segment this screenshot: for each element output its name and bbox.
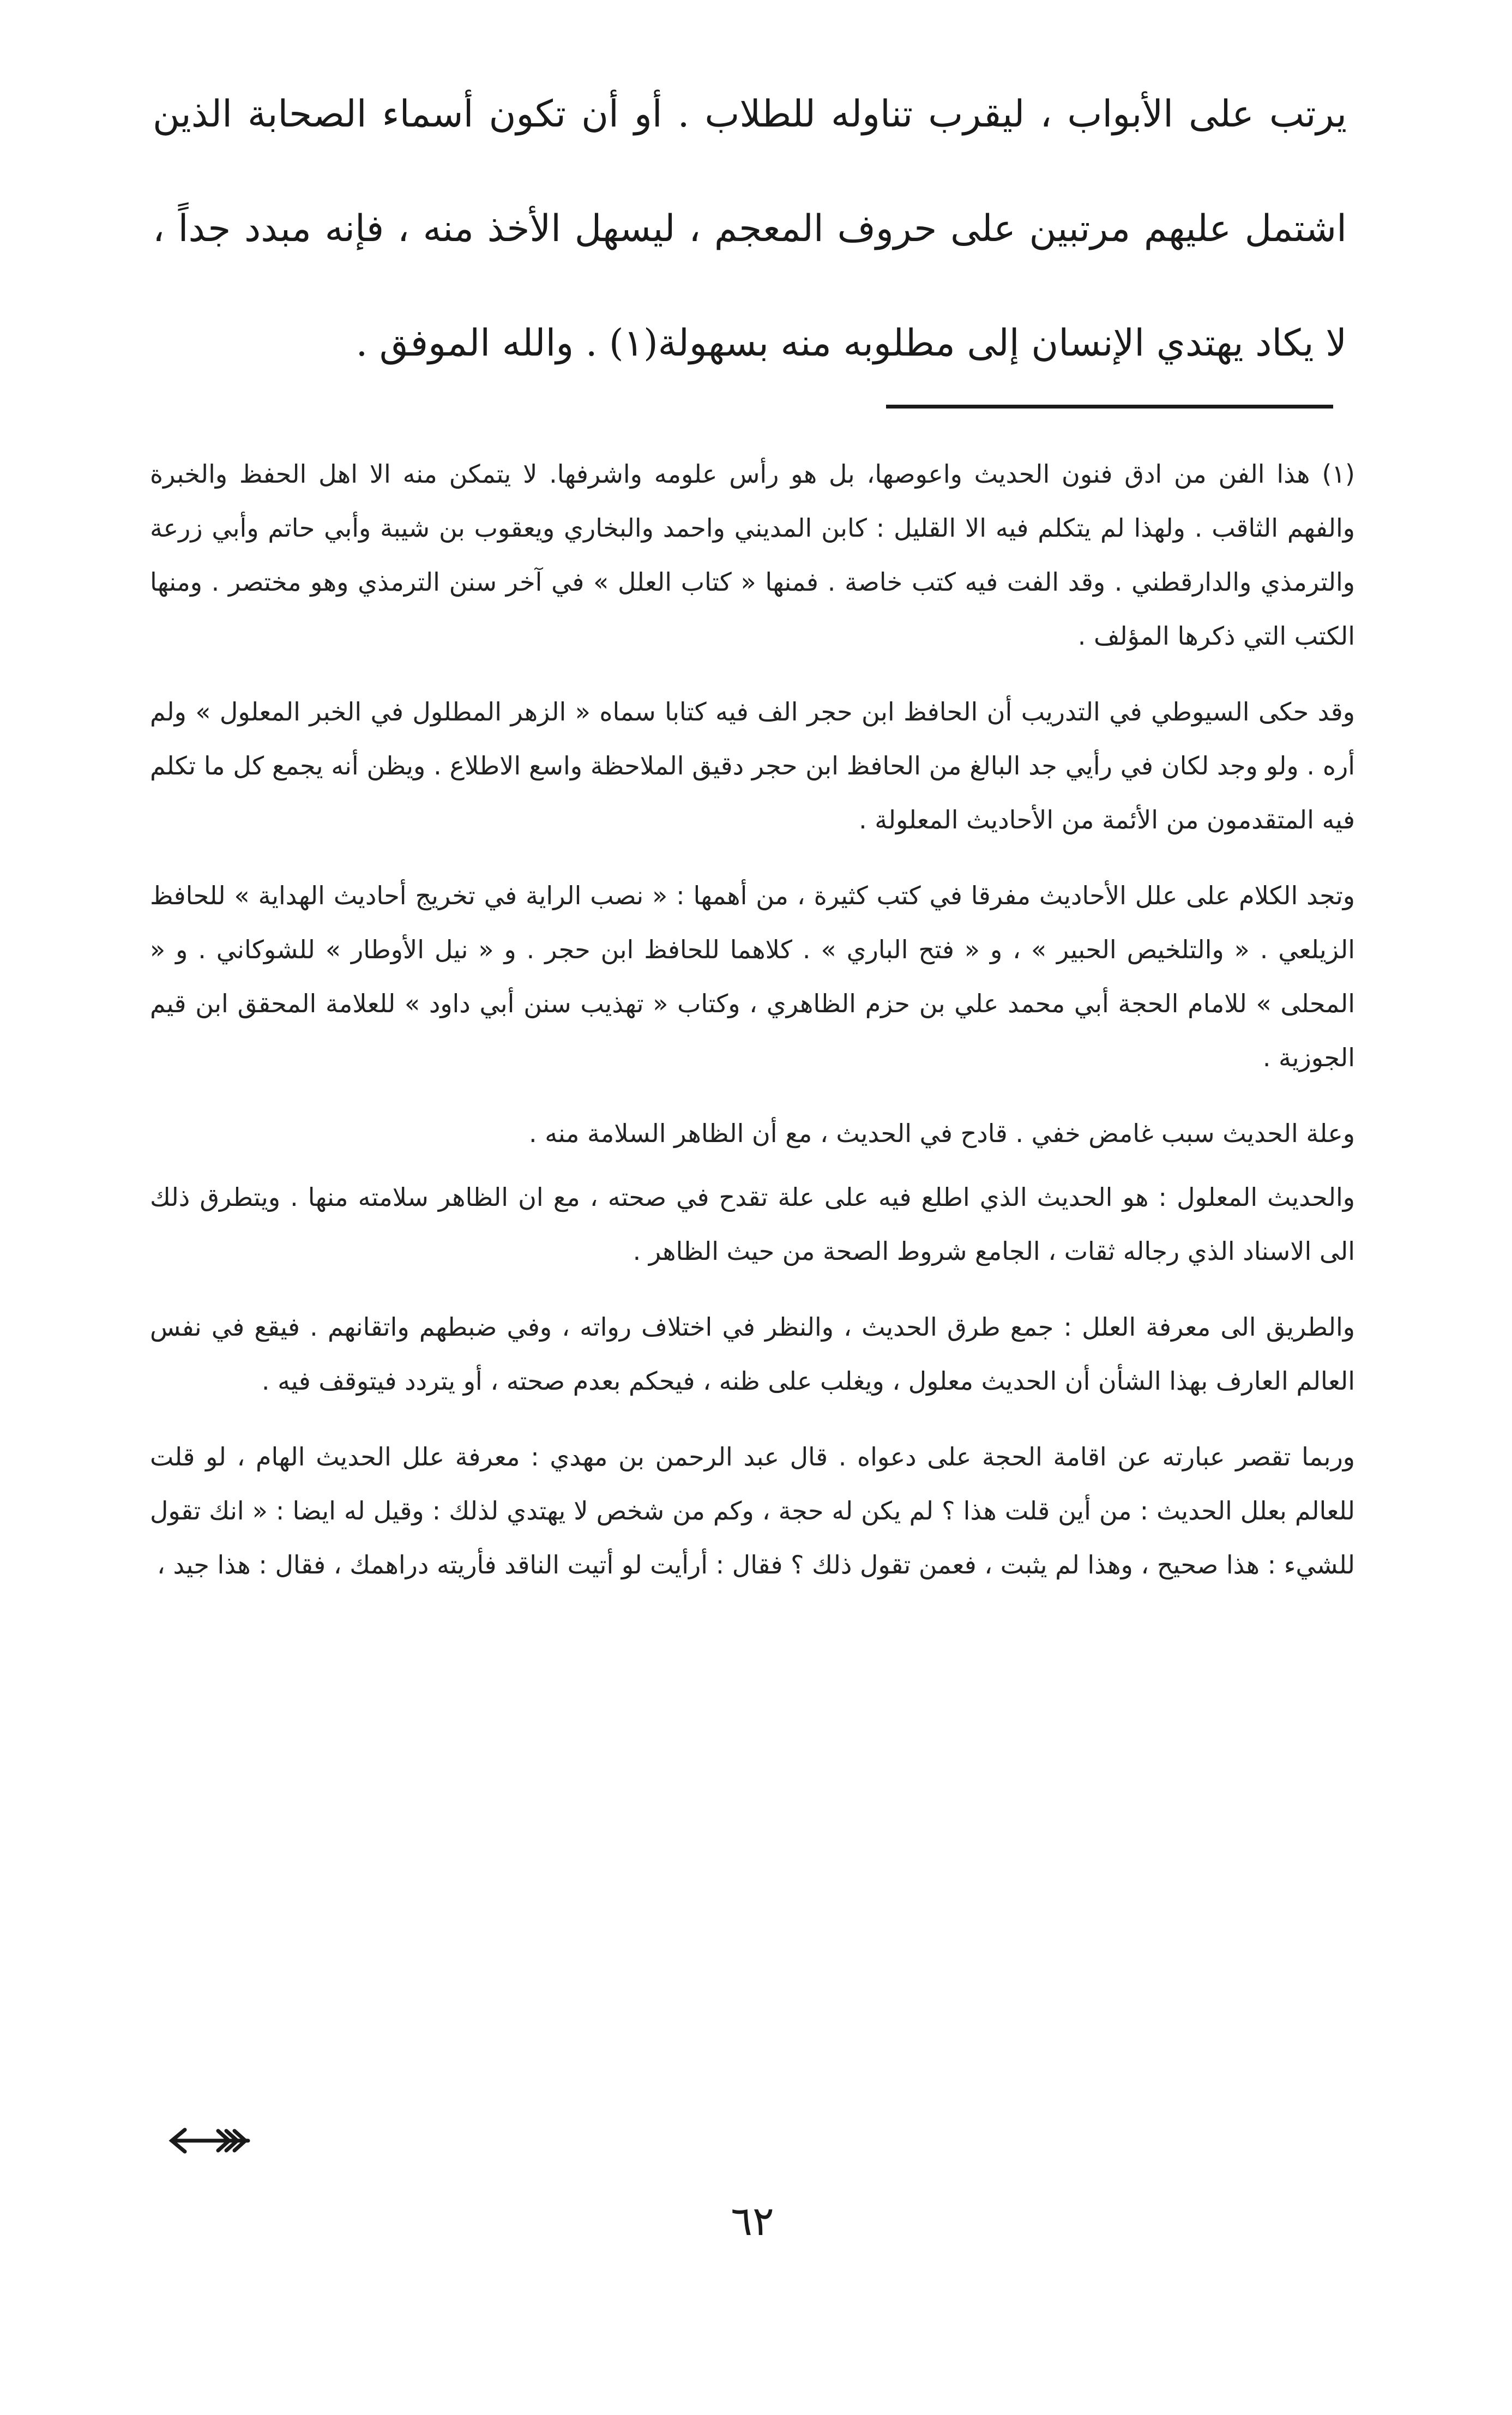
- footnote-paragraph: وربما تقصر عبارته عن اقامة الحجة على دعواه . قال عبد الرحمن بن مهدي : معرفة علل الحديث الهام ، لو قلت للعالم بعلل الحديث : من أين قلت هذا ؟ لم يكن له حجة ، وكم من شخص لا يهتدي لذلك : وقيل له ايضا : « انك تقول للشيء : هذا صحيح ، وهذا لم يثبت ، فعمن تقول ذلك ؟ فقال : أرأيت لو أتيت الناقد فأريته دراهمك ، فقال : هذا جيد ،: [150, 1442, 1355, 1579]
- footnote-paragraph: والحديث المعلول : هو الحديث الذي اطلع فيه على علة تقدح في صحته ، مع ان الظاهر سلامته منها . ويتطرق ذلك الى الاسناد الذي رجاله ثقات ، الجامع شروط الصحة من حيث الظاهر .: [150, 1182, 1355, 1266]
- footnotes: [150, 447, 1355, 1614]
- main-text: يرتب على الأبواب ، ليقرب تناوله للطلاب . أو أن تكون أسماء الصحابة الذين اشتمل عليهم مرتبين على حروف المعجم ، ليسهل الأخذ منه ، فإنه مبدد جداً ، لا يكاد يهتدي الإنسان إلى مطلوبه منه بسهولة(١) . والله الموفق .: [153, 93, 1347, 365]
- footnote-paragraph: والطريق الى معرفة العلل : جمع طرق الحديث ، والنظر في اختلاف رواته ، وفي ضبطهم واتقانهم . فيقع في نفس العالم العارف بهذا الشأن أن الحديث معلول ، ويغلب على ظنه ، فيحكم بعدم صحته ، أو يتردد فيتوقف فيه .: [150, 1312, 1355, 1396]
- footnote-paragraph: وعلة الحديث سبب غامض خفي . قادح في الحديث ، مع أن الظاهر السلامة منه .: [528, 1119, 1355, 1148]
- footnote-paragraph: (١) هذا الفن من ادق فنون الحديث واعوصها، بل هو رأس علومه واشرفها. لا يتمكن منه الا اهل الحفظ والخبرة والفهم الثاقب . ولهذا لم يتكلم فيه الا القليل : كابن المديني واحمد والبخاري ويعقوب بن شيبة وأبي حاتم وأبي زرعة والترمذي والدارقطني . وقد الفت فيه كتب خاصة . فمنها « كتاب العلل » في آخر سنن الترمذي وهو مختصر . ومنها الكتب التي ذكرها المؤلف .: [150, 459, 1355, 651]
- arrow-left-icon: [166, 2124, 254, 2157]
- footnote-paragraph: وقد حكى السيوطي في التدريب أن الحافظ ابن حجر الف فيه كتابا سماه « الزهر المطلول في الخبر المعلول » ولم أره . ولو وجد لكان في رأيي جد البالغ من الحافظ ابن حجر دقيق الملاحظة واسع الاطلاع . ويظن أنه يجمع كل ما تكلم فيه المتقدمون من الأئمة من الأحاديث المعلولة .: [150, 697, 1355, 834]
- footnote-paragraph: وتجد الكلام على علل الأحاديث مفرقا في كتب كثيرة ، من أهمها : « نصب الراية في تخريج أحاديث الهداية » للحافظ الزيلعي . « والتلخيص الحبير » ، و « فتح الباري » . كلاهما للحافظ ابن حجر . و « نيل الأوطار » للشوكاني . و « المحلى » للامام الحجة أبي محمد علي بن حزم الظاهري ، وكتاب « تهذيب سنن أبي داود » للعلامة المحقق ابن قيم الجوزية .: [150, 881, 1355, 1072]
- page-number: ٦٢: [731, 2198, 774, 2245]
- footnote-separator: [886, 405, 1333, 408]
